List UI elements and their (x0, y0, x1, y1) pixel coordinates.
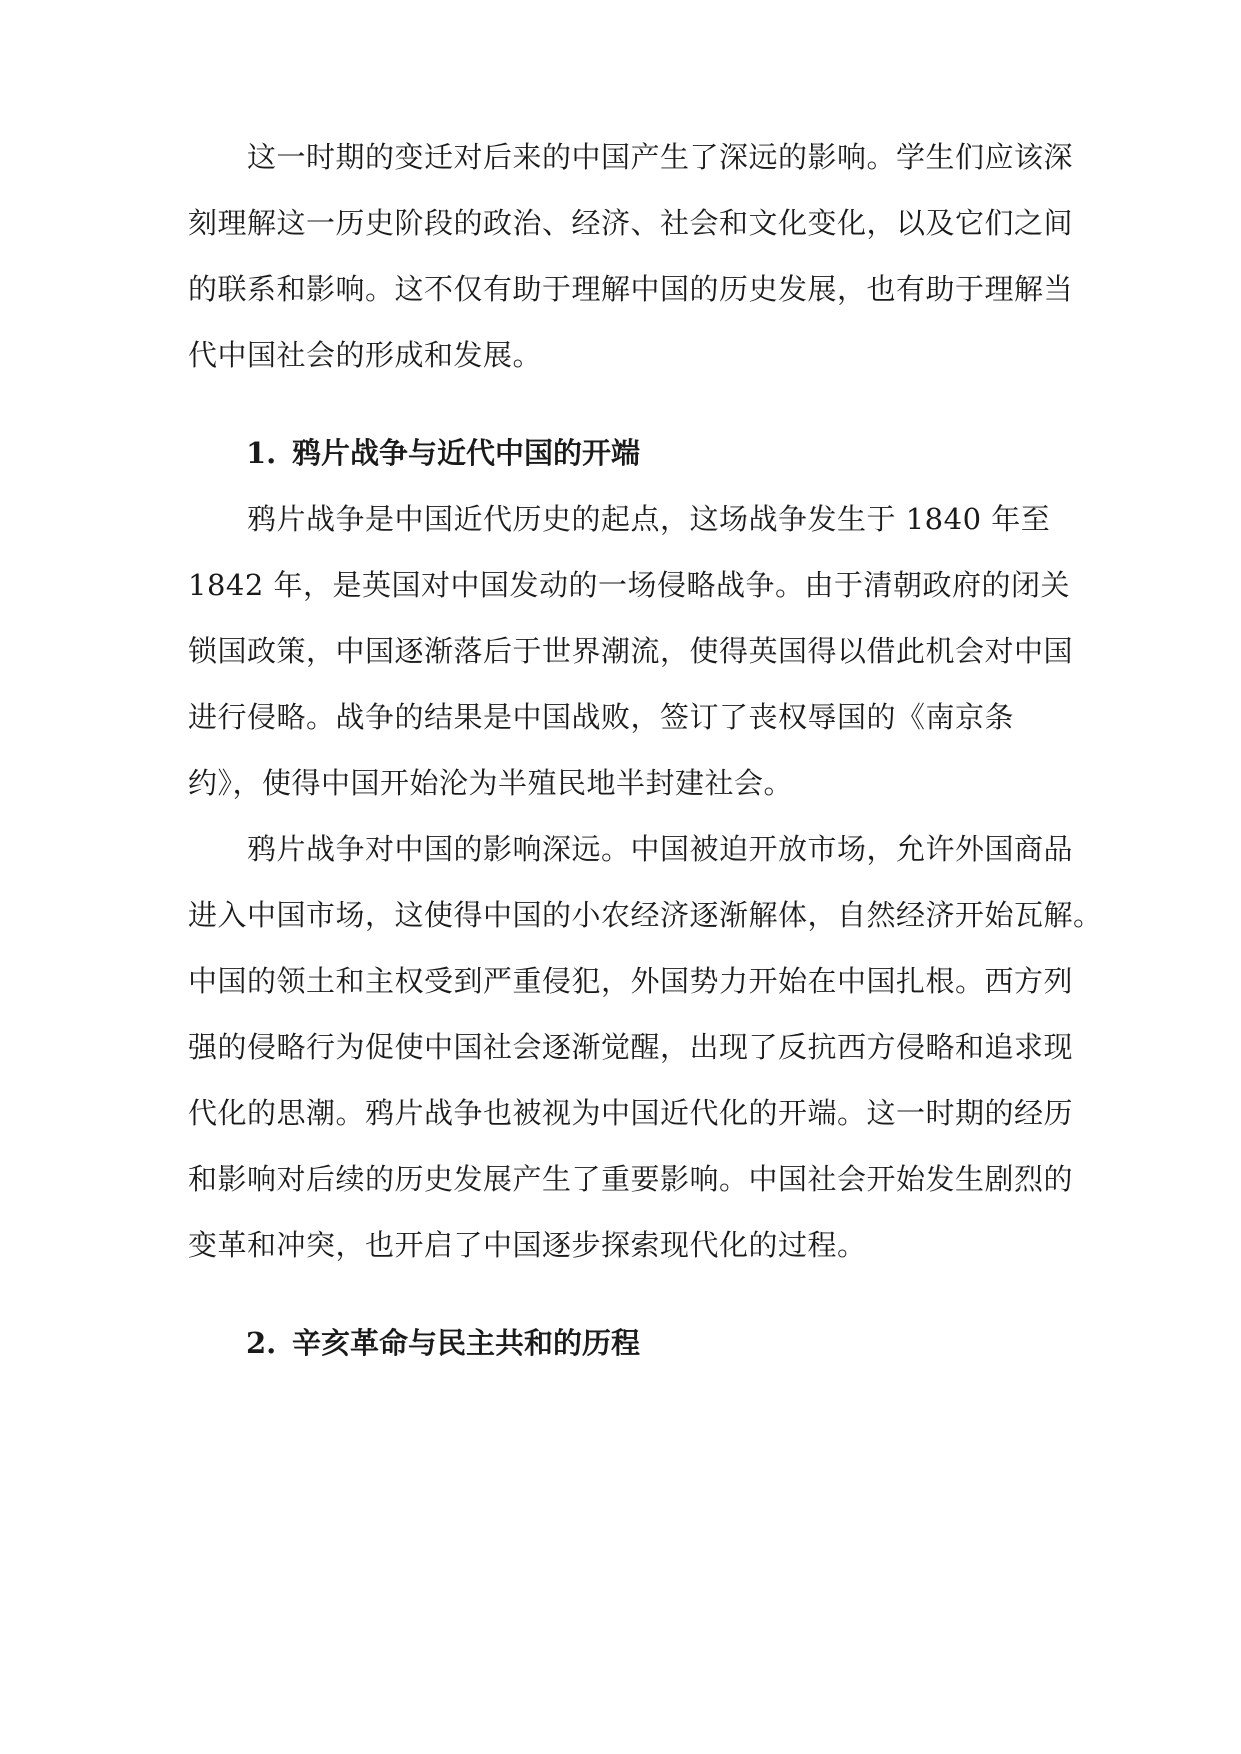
section-2-heading (246, 1323, 1060, 1363)
text-line: 和影响对后续的历史发展产生了重要影响。中国社会开始发生剧烈的 (188, 1162, 1074, 1196)
text-line: 约》，使得中国开始沦为半殖民地半封建社会。 (188, 766, 794, 800)
text-line: 1842 年，是英国对中国发动的一场侵略战争。由于清朝政府的闭关 (188, 568, 1071, 602)
text-line: 鸦片战争对中国的影响深远。中国被迫开放市场，允许外国商品 (188, 832, 1074, 866)
text-line: 这一时期的变迁对后来的中国产生了深远的影响。学生们应该深 (188, 140, 1074, 174)
text-line: 进行侵略。战争的结果是中国战败，签订了丧权辱国的《南京条 (188, 700, 1015, 734)
text-line: 锁国政策，中国逐渐落后于世界潮流，使得英国得以借此机会对中国 (188, 634, 1074, 668)
text-line: 变革和冲突，也开启了中国逐步探索现代化的过程。 (188, 1228, 867, 1262)
text-line: 强的侵略行为促使中国社会逐渐觉醒，出现了反抗西方侵略和追求现 (188, 1030, 1074, 1064)
text-line: 进入中国市场，这使得中国的小农经济逐渐解体，自然经济开始瓦解。 (188, 898, 1103, 932)
text-line: 代化的思潮。鸦片战争也被视为中国近代化的开端。这一时期的经历 (188, 1096, 1074, 1130)
text-line: 刻理解这一历史阶段的政治、经济、社会和文化变化，以及它们之间 (188, 206, 1074, 240)
text-line: 鸦片战争是中国近代历史的起点，这场战争发生于 1840 年至 (188, 502, 1051, 536)
section-title: 鸦片战争与近代中国的开端 (292, 436, 641, 470)
section-title: 辛亥革命与民主共和的历程 (292, 1326, 641, 1360)
text-line: 中国的领土和主权受到严重侵犯，外国势力开始在中国扎根。西方列 (188, 964, 1074, 998)
text-line: 的联系和影响。这不仅有助于理解中国的历史发展，也有助于理解当 (188, 272, 1074, 306)
text-line: 代中国社会的形成和发展。 (188, 338, 543, 372)
section-number: 2. (246, 1326, 277, 1360)
section-number: 1. (246, 436, 277, 470)
section-1-heading (246, 433, 1060, 473)
